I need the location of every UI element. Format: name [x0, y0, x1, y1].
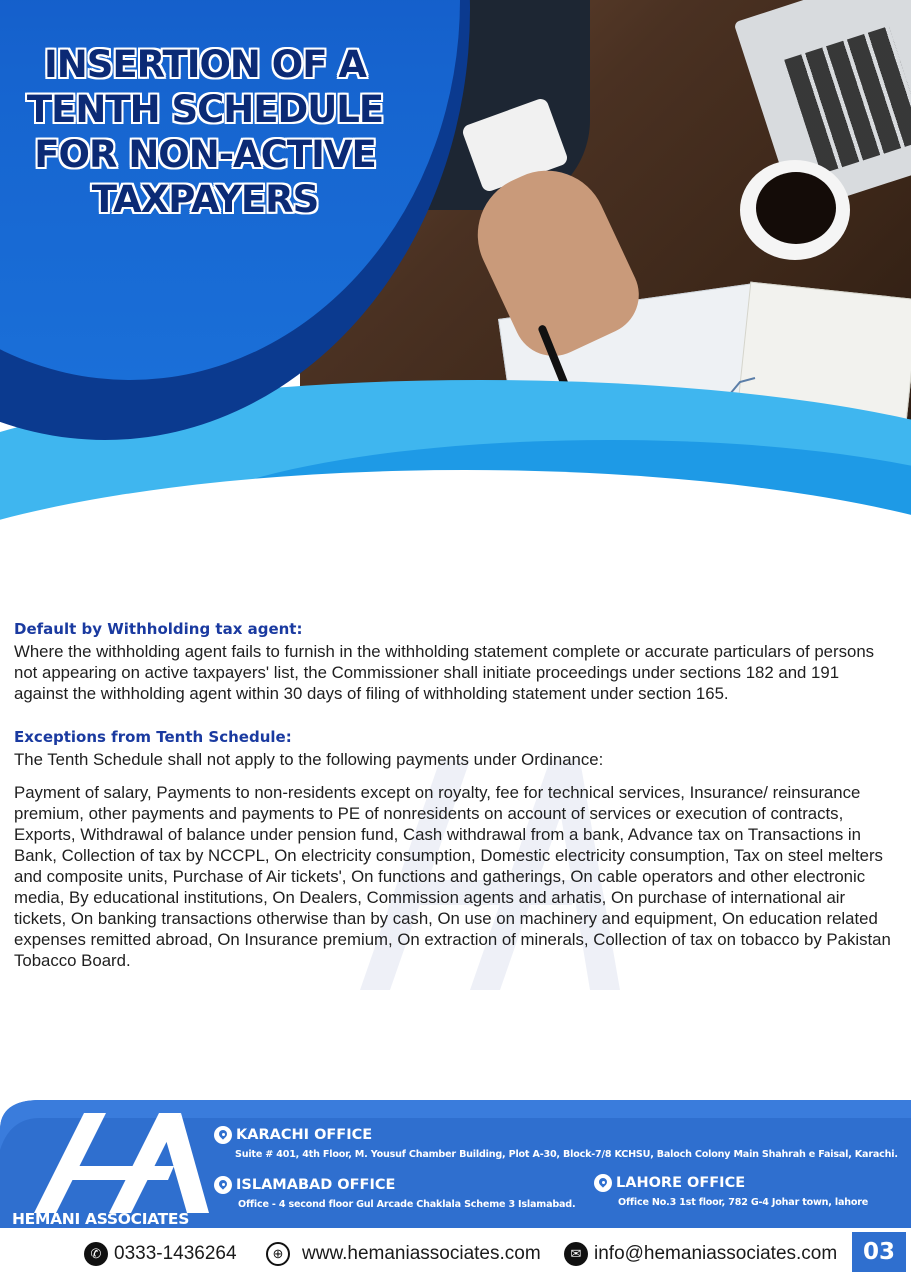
section-paragraph: Payment of salary, Payments to non-residents except on royalty, fee for technical services, Insurance/ reinsurance premium, other payments and payments to PE of nonresidents on account of services or execution of contracts, Exports, Withdrawal of balance under pension fund, Cash withdrawal from a bank, Advance tax on Transactions in Bank, Collection of tax by NCCPL, On electricity consumption, Domestic electricity consumption, Tax on steel melters and composite units, Purchase of Air tickets', On functions and gatherings, On cable operators and other electronic media, By educational institutions, On Dealers, Commission agents and arhatis, On purchase of international air tickets, On banking transactions otherwise than by cash, On use on machinery and equipment, On education related expenses remitted abroad, On Insurance premium, On extraction of minerals, Collection of tax on tobacco by Pakistan Tobacco Board.	[14, 783, 891, 970]
page-title	[12, 42, 398, 222]
office-lahore	[594, 1174, 868, 1208]
contact-website[interactable]	[266, 1242, 541, 1266]
office-address: Office - 4 second floor Gul Arcade Chaklala Scheme 3 Islamabad.	[238, 1199, 576, 1210]
section-heading: Exceptions from Tenth Schedule:	[14, 728, 292, 746]
contact-email[interactable]	[564, 1242, 837, 1266]
location-pin-icon	[214, 1176, 232, 1194]
office-address: Office No.3 1st floor, 782 G-4 Johar town, lahore	[618, 1197, 869, 1208]
title-line-4: TAXPAYERS	[91, 178, 319, 221]
title-line-3: FOR NON-ACTIVE	[34, 133, 376, 176]
company-name: HEMANI ASSOCIATES	[12, 1210, 190, 1228]
section-exceptions	[14, 728, 894, 971]
location-pin-icon	[214, 1126, 232, 1144]
office-name: KARACHI OFFICE	[236, 1127, 373, 1143]
location-pin-icon	[594, 1174, 612, 1192]
envelope-icon: ✉	[564, 1242, 588, 1266]
section-default-withholding	[14, 620, 894, 704]
contact-phone[interactable]	[84, 1242, 237, 1266]
company-logo	[14, 1108, 224, 1218]
phone-icon: ✆	[84, 1242, 108, 1266]
title-line-1: INSERTION OF A	[43, 43, 367, 86]
section-heading: Default by Withholding tax agent:	[14, 620, 303, 638]
office-name: LAHORE OFFICE	[616, 1175, 746, 1191]
page-number: 03	[852, 1232, 906, 1272]
globe-icon: ⊕	[266, 1242, 290, 1266]
phone-number: 0333-1436264	[114, 1243, 237, 1264]
office-islamabad	[214, 1176, 575, 1210]
email-link[interactable]: info@hemaniassociates.com	[594, 1243, 838, 1264]
main-content	[14, 620, 894, 971]
website-link[interactable]: www.hemaniassociates.com	[302, 1243, 541, 1264]
office-address: Suite # 401, 4th Floor, M. Yousuf Chamber Building, Plot A-30, Block-7/8 KCHSU, Baloch Colony Main Shahrah e Faisal, Karachi.	[235, 1149, 898, 1160]
section-paragraph: Where the withholding agent fails to furnish in the withholding statement complete or accurate particulars of persons not appearing on active taxpayers' list, the Commissioner shall initiate proceedings under sections 182 and 191 against the withholding agent within 30 days of filing of withholding statement under section 165.	[14, 642, 875, 703]
title-line-2: TENTH SCHEDULE	[26, 88, 384, 131]
office-name: ISLAMABAD OFFICE	[236, 1177, 396, 1193]
section-paragraph: The Tenth Schedule shall not apply to the following payments under Ordinance:	[14, 750, 604, 769]
office-karachi	[214, 1126, 898, 1160]
hero-banner	[0, 0, 911, 560]
